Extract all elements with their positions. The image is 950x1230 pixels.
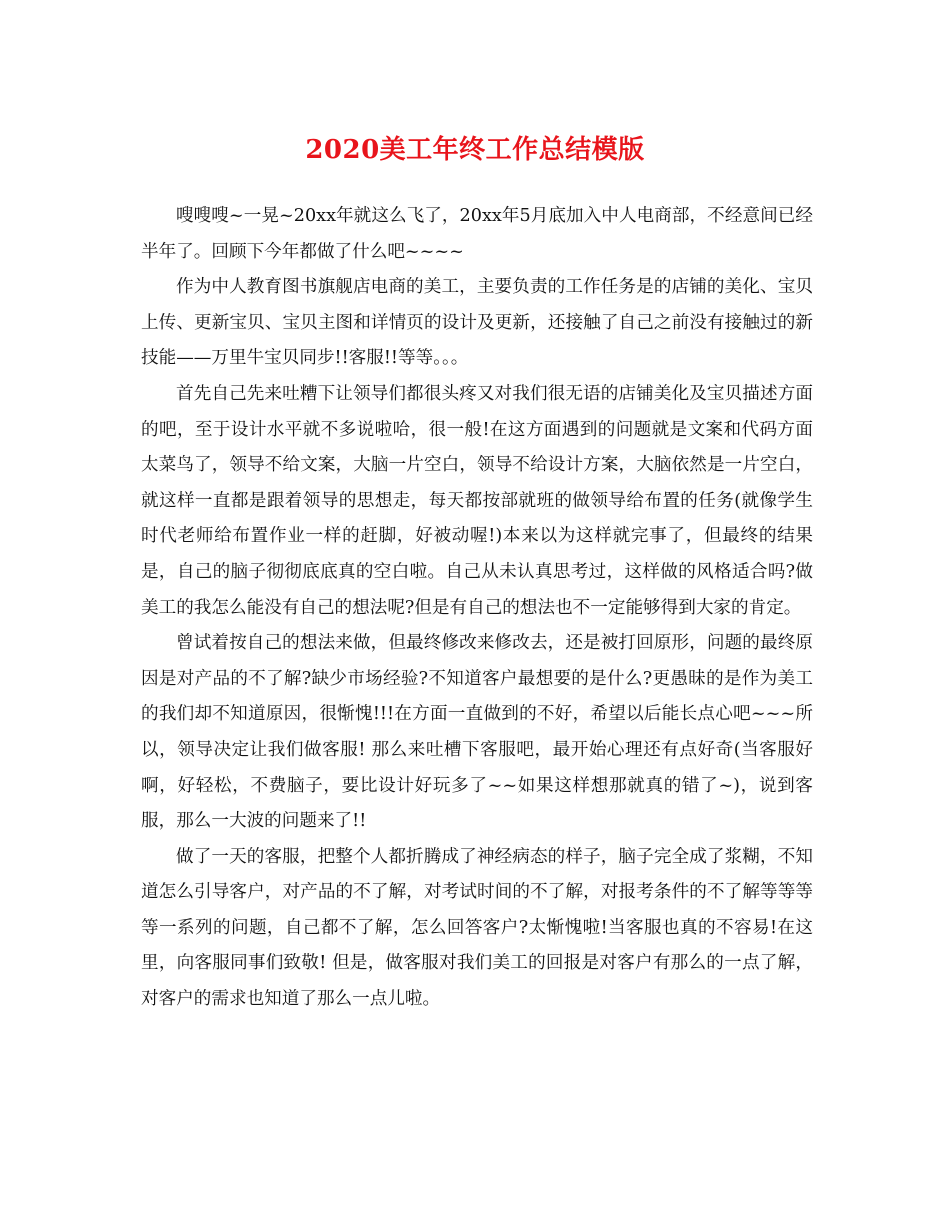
paragraph-5: 做了一天的客服，把整个人都折腾成了神经病态的样子，脑子完全成了浆糊，不知道怎么引导客户，对产品的不了解，对考试时间的不了解，对报考条件的不了解等等等等一系列的问题，自己都不了解，怎么回答客户?太惭愧啦!当客服也真的不容易!在这里，向客服同事们致敬! 但是，做客服对我们美工的回报是对客户有那么的一点了解，对客户的需求也知道了那么一点儿啦。: [141, 846, 813, 1010]
paragraph-1: 嗖嗖嗖~一晃~20xx年就这么飞了，20xx年5月底加入中人电商部，不经意间已经半年了。回顾下今年都做了什么吧~~~~: [141, 206, 813, 262]
document-body: [141, 199, 813, 1018]
paragraph-3: 首先自己先来吐糟下让领导们都很头疼又对我们很无语的店铺美化及宝贝描述方面的吧，至于设计水平就不多说啦哈，很一般!在这方面遇到的问题就是文案和代码方面太菜鸟了，领导不给文案，大脑一片空白，领导不给设计方案，大脑依然是一片空白，就这样一直都是跟着领导的思想走，每天都按部就班的做领导给布置的任务(就像学生时代老师给布置作业一样的赶脚，好被动喔!)本来以为这样就完事了，但最终的结果是，自己的脑子彻彻底底真的空白啦。自己从未认真思考过，这样做的风格适合吗?做美工的我怎么能没有自己的想法呢?但是有自己的想法也不一定能够得到大家的肯定。: [141, 383, 813, 618]
paragraph-4: 曾试着按自己的想法来做，但最终修改来修改去，还是被打回原形，问题的最终原因是对产品的不了解?缺少市场经验?不知道客户最想要的是什么?更愚昧的是作为美工的我们却不知道原因，很惭愧!!!在方面一直做到的不好，希望以后能长点心吧~~~所以，领导决定让我们做客服! 那么来吐槽下客服吧，最开始心理还有点好奇(当客服好啊，好轻松，不费脑子，要比设计好玩多了~~如果这样想那就真的错了~)，说到客服，那么一大波的问题来了!!: [141, 633, 813, 832]
paragraph-2: 作为中人教育图书旗舰店电商的美工，主要负责的工作任务是的店铺的美化、宝贝上传、更新宝贝、宝贝主图和详情页的设计及更新，还接触了自己之前没有接触过的新技能——万里牛宝贝同步!!客服!!等等。。。: [141, 277, 813, 369]
document-title: 2020美工年终工作总结模版: [305, 135, 645, 165]
